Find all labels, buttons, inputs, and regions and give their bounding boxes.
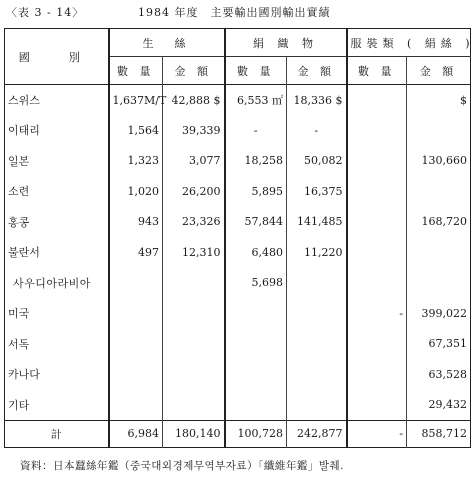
value-cell [347,329,407,360]
value-cell: $ [407,85,471,116]
country-cell: 홍콩 [5,207,109,238]
value-cell [225,390,287,421]
table-row [5,359,471,390]
header-sub: 金 額 [407,57,471,85]
value-cell: 63,528 [407,359,471,390]
value-cell [109,298,163,329]
header-group-apparel: 服裝類 ( 絹絲 ) [347,29,471,57]
value-cell [407,176,471,207]
table-row [5,390,471,421]
value-cell [347,85,407,116]
table-row [5,268,471,299]
table-row [5,146,471,177]
value-cell [225,359,287,390]
value-cell [407,268,471,299]
value-cell [287,390,347,421]
header-sub: 數 量 [109,57,163,85]
value-cell: 399,022 [407,298,471,329]
value-cell [287,268,347,299]
value-cell [407,115,471,146]
value-cell: 18,336 $ [287,85,347,116]
value-cell: 26,200 [163,176,225,207]
value-cell: 3,077 [163,146,225,177]
total-cell: 242,877 [287,420,347,447]
header-group-raw-silk: 生 絲 [109,29,225,57]
total-cell: - [347,420,407,447]
country-cell: 일본 [5,146,109,177]
header-sub: 金 額 [163,57,225,85]
value-cell: 1,020 [109,176,163,207]
value-cell: 141,485 [287,207,347,238]
value-cell [163,359,225,390]
country-cell: 미국 [5,298,109,329]
total-cell: 6,984 [109,420,163,447]
header-country: 國 別 [5,29,109,85]
country-cell: 카나다 [5,359,109,390]
value-cell: 67,351 [407,329,471,360]
value-cell [347,207,407,238]
total-label: 計 [5,420,109,447]
value-cell: 23,326 [163,207,225,238]
value-cell: 12,310 [163,237,225,268]
export-table [4,28,475,448]
country-cell: 기타 [5,390,109,421]
value-cell: - [225,115,287,146]
value-cell: 50,082 [287,146,347,177]
value-cell: 943 [109,207,163,238]
value-cell [347,176,407,207]
value-cell: 29,432 [407,390,471,421]
value-cell [347,390,407,421]
total-row [5,420,471,447]
table-row [5,207,471,238]
value-cell [163,329,225,360]
value-cell [347,268,407,299]
value-cell: 168,720 [407,207,471,238]
table-row [5,85,471,116]
value-cell: - [347,298,407,329]
country-cell: 사우디아라비아 [5,268,109,299]
source-note: 資料：日本蠶絲年鑑（중국대외경제무역부자료）「纖維年鑑」발췌. [20,460,344,472]
value-cell [163,390,225,421]
header-sub: 數 量 [225,57,287,85]
value-cell: 1,323 [109,146,163,177]
header-sub: 金 額 [287,57,347,85]
value-cell [347,359,407,390]
value-cell [109,329,163,360]
value-cell [109,390,163,421]
total-cell: 858,712 [407,420,471,447]
value-cell [347,237,407,268]
header [0,4,476,22]
country-cell: 불란서 [5,237,109,268]
value-cell [225,298,287,329]
value-cell [347,115,407,146]
table-row [5,298,471,329]
country-cell: 이태리 [5,115,109,146]
table-title: 1984 年度 主要輸出國別輸出實績 [138,6,331,19]
table-row [5,329,471,360]
value-cell [163,268,225,299]
value-cell: 6,553 ㎡ [225,85,287,116]
table-row [5,115,471,146]
table-row [5,237,471,268]
value-cell [287,329,347,360]
value-cell: 16,375 [287,176,347,207]
value-cell: 1,564 [109,115,163,146]
value-cell: 11,220 [287,237,347,268]
value-cell: 57,844 [225,207,287,238]
table-row [5,176,471,207]
value-cell: 1,637M/T [109,85,163,116]
value-cell: 6,480 [225,237,287,268]
value-cell [347,146,407,177]
value-cell: 5,698 [225,268,287,299]
value-cell: 18,258 [225,146,287,177]
total-cell: 180,140 [163,420,225,447]
header-group-silk-fabric: 絹 織 物 [225,29,347,57]
value-cell: 42,888 $ [163,85,225,116]
country-cell: 서독 [5,329,109,360]
value-cell: 497 [109,237,163,268]
value-cell [407,237,471,268]
value-cell: 130,660 [407,146,471,177]
value-cell [287,298,347,329]
table-number: 〈表 3 - 14〉 [6,6,85,19]
value-cell: 5,895 [225,176,287,207]
country-cell: 소련 [5,176,109,207]
header-sub: 數 量 [347,57,407,85]
value-cell: 39,339 [163,115,225,146]
value-cell [287,359,347,390]
value-cell [109,268,163,299]
value-cell: - [287,115,347,146]
value-cell [109,359,163,390]
value-cell [225,329,287,360]
total-cell: 100,728 [225,420,287,447]
country-cell: 스위스 [5,85,109,116]
value-cell [163,298,225,329]
